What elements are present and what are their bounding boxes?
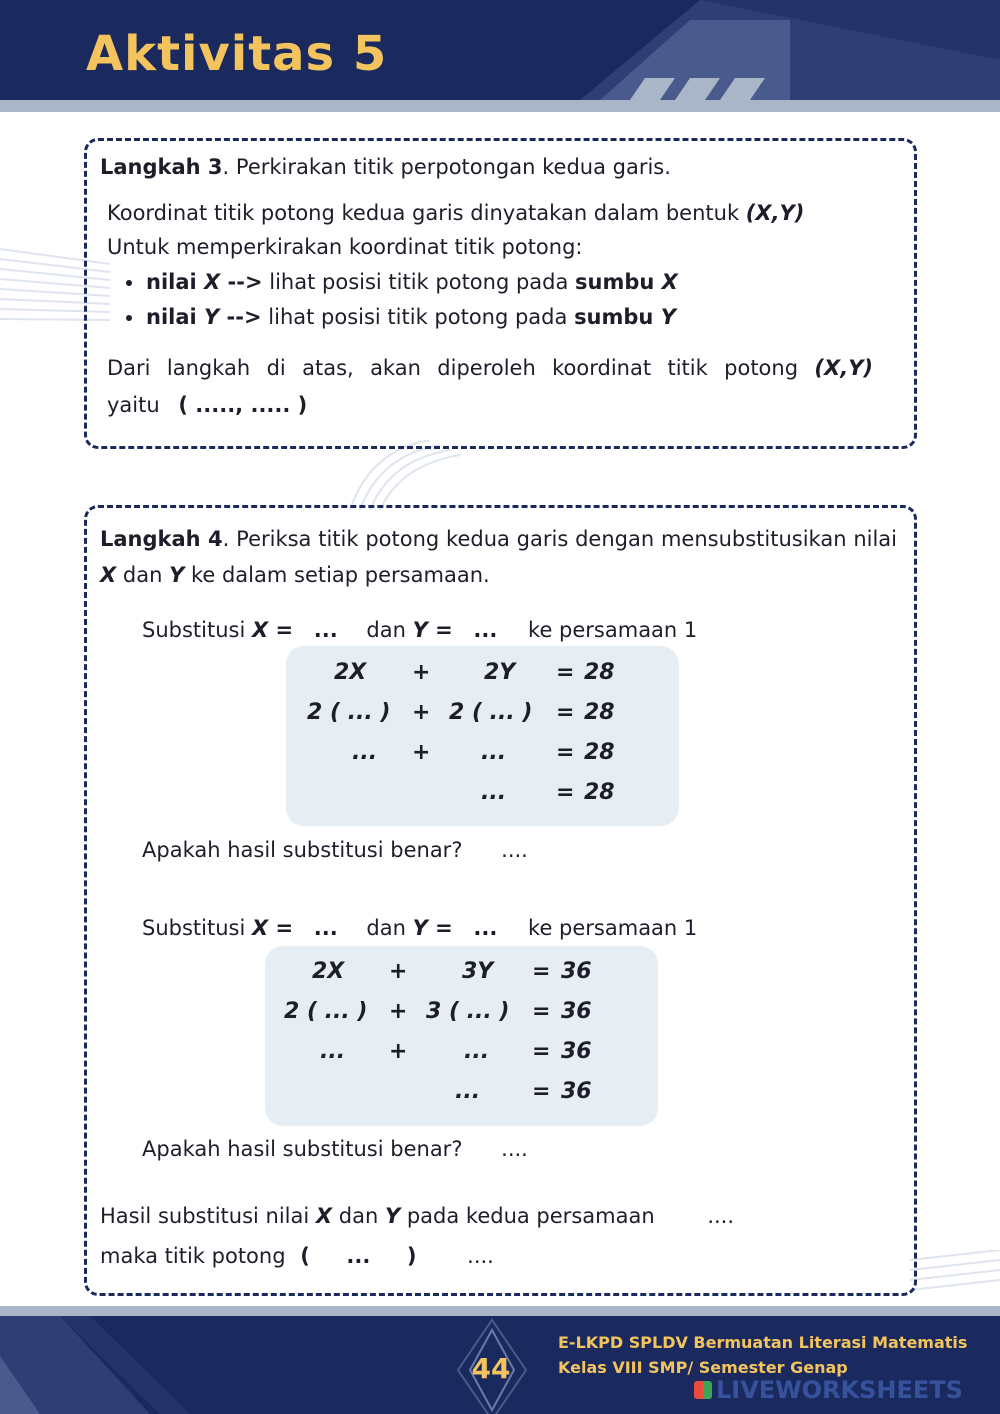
step3-answer-blank[interactable]: ( ....., ..... ) <box>178 393 308 417</box>
eq1-row3-op: + <box>412 740 431 765</box>
result-mid: dan <box>332 1204 385 1228</box>
final-blank[interactable]: .... <box>467 1244 494 1268</box>
step4-heading-end: ke dalam setiap persamaan. <box>184 563 490 587</box>
eq1-row2-a[interactable]: 2 ( ... ) <box>307 700 391 725</box>
result-y: Y <box>384 1204 401 1228</box>
bullet-axis: Y <box>660 305 676 329</box>
bullet-sumbu: sumbu <box>574 305 661 329</box>
step3-conclusion-xy: (X,Y) <box>814 356 873 380</box>
eq2-row1-op: + <box>389 959 408 984</box>
step3-heading-label: Langkah 3 <box>100 155 223 179</box>
result-pre: Hasil substitusi nilai <box>100 1204 316 1228</box>
step4-heading-y: Y <box>169 563 185 587</box>
bullet-sumbu: sumbu <box>575 270 662 294</box>
sub-label-pre: Substitusi <box>142 618 252 642</box>
sub-target: ke persamaan 1 <box>528 618 698 642</box>
question-answer[interactable]: .... <box>501 838 528 862</box>
eq2-row3-a[interactable]: ... <box>320 1039 346 1064</box>
eq2-row3-eq: = <box>532 1039 551 1064</box>
page-header <box>0 0 1000 112</box>
question-answer[interactable]: .... <box>501 1137 528 1161</box>
substitution2-question <box>142 1135 528 1163</box>
eq1-row1-r: 28 <box>584 660 615 685</box>
eq2-row2-op: + <box>389 999 408 1024</box>
substitution2-label <box>142 914 697 942</box>
footer-band <box>0 1306 1000 1316</box>
background-arc-decoration <box>340 440 480 510</box>
eq2-row1-r: 36 <box>561 959 592 984</box>
step3-line1-xy: (X,Y) <box>745 201 805 225</box>
eq2-row4-r: 36 <box>561 1079 592 1104</box>
step3-yaitu: yaitu <box>107 393 160 417</box>
bullet-axis: X <box>661 270 678 294</box>
bullet-text: lihat posisi titik potong pada <box>261 305 575 329</box>
sub-mid: dan <box>366 618 413 642</box>
bullet-var: Y <box>204 305 220 329</box>
eq1-row1-a: 2X <box>334 660 367 685</box>
eq2-row2-b[interactable]: 3 ( ... ) <box>426 999 510 1024</box>
step4-heading <box>100 521 897 593</box>
final-paren[interactable]: ( ... ) <box>300 1244 417 1268</box>
eq1-row2-op: + <box>412 700 431 725</box>
eq2-row3-b[interactable]: ... <box>464 1039 490 1064</box>
step4-heading-text: . Periksa titik potong kedua garis dengan mensubstitusikan nilai <box>222 527 897 551</box>
eq2-row4-b[interactable]: ... <box>455 1079 481 1104</box>
step4-result <box>100 1202 734 1230</box>
page-title: Aktivitas 5 <box>86 26 388 82</box>
bullet-var: X <box>204 270 221 294</box>
bullet-text: lihat posisi titik potong pada <box>262 270 576 294</box>
background-lines-right-decoration <box>910 1250 1000 1310</box>
footer-line1: E-LKPD SPLDV Bermuatan Literasi Matematis <box>558 1333 968 1352</box>
step4-final <box>100 1242 494 1270</box>
step4-heading-mid: dan <box>116 563 170 587</box>
eq2-row3-r: 36 <box>561 1039 592 1064</box>
eq2-row3-op: + <box>389 1039 408 1064</box>
step3-conclusion <box>107 350 873 386</box>
bullet-nilai: nilai <box>146 305 205 329</box>
watermark-text: LIVEWORKSHEETS <box>716 1376 963 1404</box>
watermark <box>694 1376 963 1404</box>
sub-x-blank[interactable]: ... <box>313 916 338 940</box>
step3-heading-text: . Perkirakan titik perpotongan kedua garis. <box>222 155 671 179</box>
sub-x-label: X = <box>251 916 294 940</box>
sub-x-blank[interactable]: ... <box>313 618 338 642</box>
substitution1-question <box>142 836 528 864</box>
eq1-row3-b[interactable]: ... <box>481 740 507 765</box>
sub-target: ke persamaan 1 <box>528 916 698 940</box>
step3-line1-text: Koordinat titik potong kedua garis dinyatakan dalam bentuk <box>107 201 746 225</box>
step3-bullet-y <box>126 303 676 331</box>
eq1-row3-eq: = <box>556 740 575 765</box>
result-x: X <box>315 1204 333 1228</box>
step3-bullet-x <box>126 268 678 296</box>
step3-line1 <box>107 199 804 227</box>
step3-answer-line <box>107 391 307 419</box>
eq1-row4-eq: = <box>556 780 575 805</box>
eq2-row1-eq: = <box>532 959 551 984</box>
result-blank[interactable]: .... <box>707 1204 735 1228</box>
question-text: Apakah hasil substitusi benar? <box>142 1137 463 1161</box>
eq1-row1-eq: = <box>556 660 575 685</box>
eq1-row3-a[interactable]: ... <box>352 740 378 765</box>
eq2-row2-r: 36 <box>561 999 592 1024</box>
eq1-row2-eq: = <box>556 700 575 725</box>
sub-y-blank[interactable]: ... <box>473 916 498 940</box>
header-band <box>0 100 1000 112</box>
sub-y-label: Y = <box>412 618 453 642</box>
footer-line2: Kelas VIII SMP/ Semester Genap <box>558 1358 848 1377</box>
sub-label-pre: Substitusi <box>142 916 252 940</box>
eq2-row2-eq: = <box>532 999 551 1024</box>
question-text: Apakah hasil substitusi benar? <box>142 838 463 862</box>
eq1-row2-b[interactable]: 2 ( ... ) <box>449 700 533 725</box>
bullet-arrow: --> <box>219 305 262 329</box>
final-pre: maka titik potong <box>100 1244 293 1268</box>
eq1-row4-b[interactable]: ... <box>481 780 507 805</box>
bullet-dot <box>126 315 132 321</box>
step3-line2: Untuk memperkirakan koordinat titik potong: <box>107 235 583 259</box>
sub-mid: dan <box>366 916 413 940</box>
result-end: pada kedua persamaan <box>400 1204 655 1228</box>
eq1-row2-r: 28 <box>584 700 615 725</box>
step3-conclusion-text: Dari langkah di atas, akan diperoleh koordinat titik potong <box>107 356 815 380</box>
substitution1-label <box>142 616 697 644</box>
step3-heading <box>100 153 671 181</box>
eq2-row2-a[interactable]: 2 ( ... ) <box>284 999 368 1024</box>
eq1-row3-r: 28 <box>584 740 615 765</box>
bullet-nilai: nilai <box>146 270 205 294</box>
sub-y-blank[interactable]: ... <box>473 618 498 642</box>
eq2-row1-b: 3Y <box>462 959 494 984</box>
step4-heading-x: X <box>100 563 117 587</box>
page-number: 44 <box>471 1352 511 1385</box>
eq1-row1-b: 2Y <box>484 660 516 685</box>
eq2-row4-eq: = <box>532 1079 551 1104</box>
sub-x-label: X = <box>251 618 294 642</box>
sub-y-label: Y = <box>412 916 453 940</box>
eq1-row1-op: + <box>412 660 431 685</box>
bullet-arrow: --> <box>220 270 263 294</box>
eq1-row4-r: 28 <box>584 780 615 805</box>
bullet-dot <box>126 280 132 286</box>
eq2-row1-a: 2X <box>312 959 345 984</box>
step4-heading-label: Langkah 4 <box>100 527 223 551</box>
watermark-logo-icon <box>694 1381 712 1399</box>
